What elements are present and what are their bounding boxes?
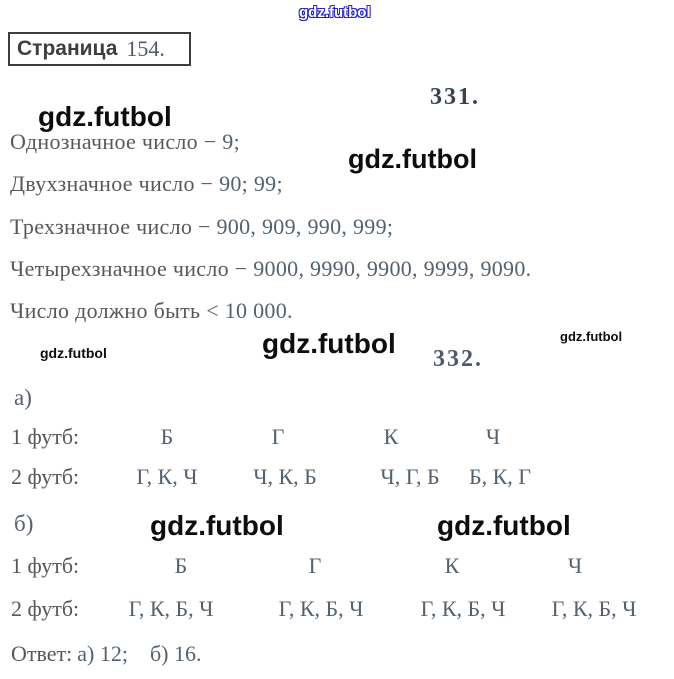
problem-number-332: 332. (433, 346, 483, 372)
watermark-331-center: gdz.futbol (348, 144, 477, 174)
watermark-section-b-right: gdz.futbol (437, 510, 571, 541)
line-3-value: 900, 909, 990, 999; (216, 214, 394, 239)
page-header-box (8, 32, 191, 66)
line-5-value: < 10 000. (206, 298, 293, 323)
table-a-row-2 (0, 464, 674, 494)
line-2-label: Двухзначное число − (10, 171, 220, 196)
table-a-row1-cell: К (383, 424, 399, 449)
table-b-row2-cell: Г, К, Б, Ч (278, 596, 364, 621)
answer-label: Ответ: (11, 641, 73, 666)
watermark-332-right-small: gdz.futbol (560, 329, 623, 344)
line-1-label: Однозначное число − (10, 129, 223, 154)
table-b-row1-cell: Б (174, 553, 188, 578)
table-a-row1-cell: Б (160, 424, 174, 449)
table-b-row2-cell: Г, К, Б, Ч (551, 596, 637, 621)
line-5-label: Число должно быть (10, 298, 207, 323)
section-b-label: б) (14, 511, 34, 536)
solution-line-1 (10, 129, 240, 155)
table-a-row2-cell: Г, К, Ч (136, 464, 198, 489)
table-b-row1-label: 1 футб: (11, 553, 80, 578)
table-b-row1-cell: К (444, 553, 460, 578)
table-a-row2-cell: Ч, Г, Б (380, 464, 440, 489)
page-number: 154. (126, 36, 165, 61)
watermark-331-left: gdz.futbol (38, 101, 172, 132)
table-a-row1-cell: Г (271, 424, 285, 449)
answer-part-a: а) 12; (77, 641, 128, 666)
solution-line-3 (10, 214, 393, 240)
table-a-row1-label: 1 футб: (11, 424, 80, 449)
watermark-332-left-small: gdz.futbol (40, 345, 107, 361)
table-a-row2-label: 2 футб: (11, 464, 80, 489)
problem-number-331: 331. (430, 84, 480, 110)
answer-part-b: б) 16. (149, 641, 202, 666)
watermark-332-center: gdz.futbol (262, 328, 396, 359)
watermark-top-blue: gdz.futbol (299, 4, 371, 21)
solution-line-4 (10, 256, 531, 282)
line-1-value: 9; (222, 129, 240, 154)
line-4-value: 9000, 9990, 9900, 9999, 9090. (253, 256, 532, 281)
table-a-row1-cell: Ч (485, 424, 501, 449)
table-a-row-1 (0, 424, 674, 454)
solution-line-5 (10, 298, 293, 324)
watermark-section-b-left: gdz.futbol (150, 510, 284, 541)
solution-line-2 (10, 171, 283, 197)
table-a-row2-cell: Ч, К, Б (253, 464, 317, 489)
table-b-row2-cell: Г, К, Б, Ч (128, 596, 214, 621)
answer-line (11, 641, 202, 667)
line-3-label: Трехзначное число − (10, 214, 217, 239)
table-b-row2-label: 2 футб: (11, 596, 80, 621)
table-a-row2-cell: Б, К, Г (468, 464, 532, 489)
table-b-row1-cell: Г (308, 553, 322, 578)
table-b-row-2 (0, 596, 674, 626)
line-2-value: 90; 99; (219, 171, 283, 196)
line-4-label: Четырехзначное число − (10, 256, 254, 281)
page-word: Страница (17, 37, 118, 60)
table-b-row1-cell: Ч (567, 553, 583, 578)
table-b-row2-cell: Г, К, Б, Ч (420, 596, 506, 621)
section-a-label: а) (14, 385, 32, 410)
table-b-row-1 (0, 553, 674, 583)
